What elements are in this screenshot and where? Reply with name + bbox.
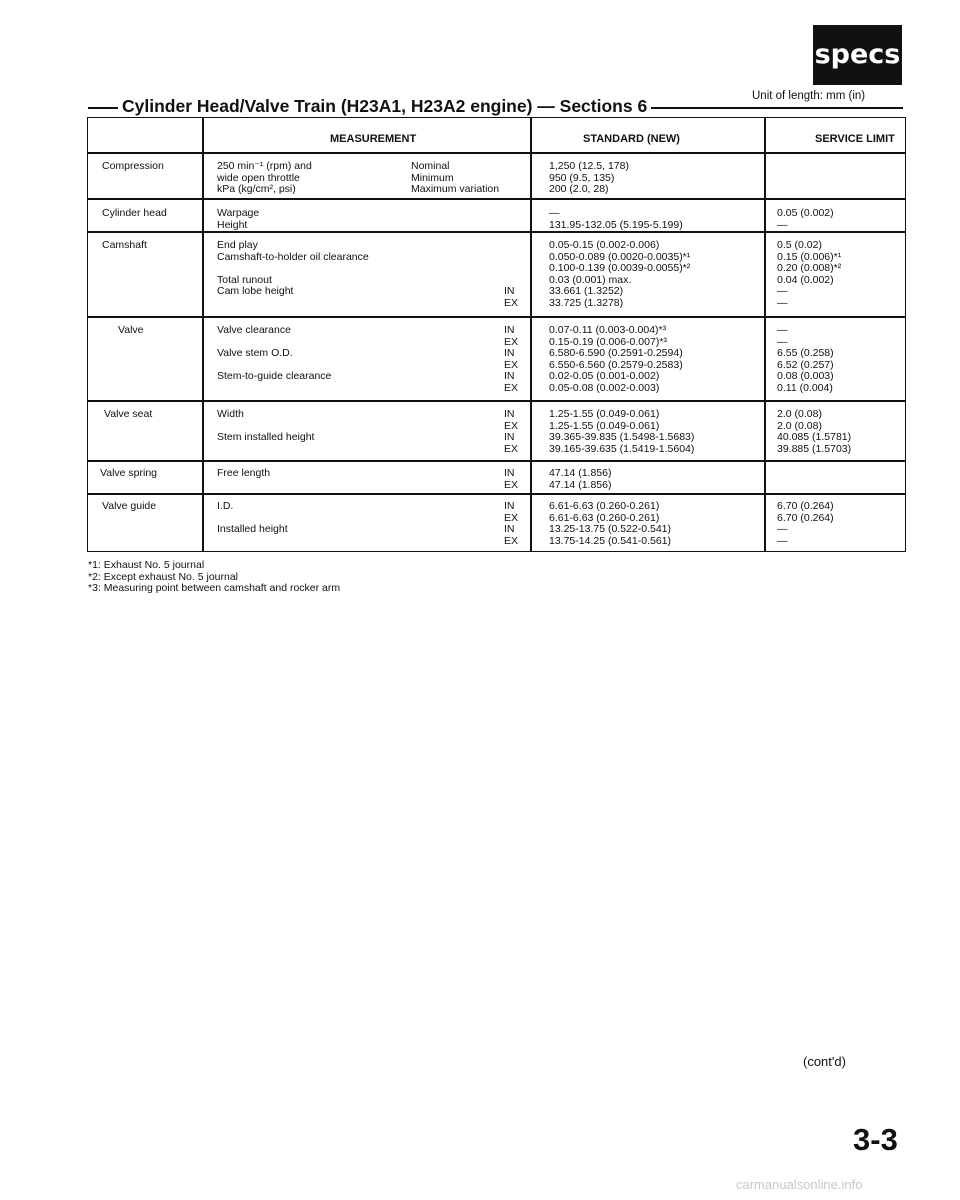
page-number: 3-3 <box>853 1122 898 1157</box>
row-divider <box>87 231 905 233</box>
row-measurement: I.D. Installed height <box>217 500 288 535</box>
row-divider <box>87 316 905 318</box>
specs-badge: specs <box>813 25 902 85</box>
row-divider <box>87 400 905 402</box>
row-item: Compression <box>102 160 164 172</box>
footnote: *3: Measuring point between camshaft and rocker arm <box>88 582 341 594</box>
row-measurement: Warpage Height <box>217 207 260 231</box>
column-divider <box>202 117 204 552</box>
row-standard: — 131.95-132.05 (5.195-5.199) <box>549 207 683 231</box>
header-standard: STANDARD (NEW) <box>583 133 680 145</box>
row-item: Valve guide <box>102 500 157 512</box>
row-side: IN EX <box>504 467 519 491</box>
source-watermark: carmanualsonline.info <box>736 1177 863 1192</box>
row-measurement: Width Stem installed height <box>217 408 315 443</box>
row-side: IN EX <box>504 285 519 309</box>
row-condition: Nominal Minimum Maximum variation <box>411 160 500 195</box>
column-divider <box>764 117 766 552</box>
footnotes <box>88 560 340 595</box>
row-service-limit: 0.5 (0.02) 0.15 (0.006)*¹ 0.20 (0.008)*² 0.04 (0.002) — — <box>777 239 842 309</box>
row-item: Valve spring <box>100 467 158 479</box>
row-item: Valve <box>118 324 144 336</box>
row-service-limit: 6.70 (0.264) 6.70 (0.264) — — <box>777 500 834 547</box>
row-divider <box>87 460 905 462</box>
row-service-limit: 2.0 (0.08) 2.0 (0.08) 40.085 (1.5781) 39.885 (1.5703) <box>777 408 852 455</box>
row-item: Valve seat <box>104 408 153 420</box>
row-standard: 47.14 (1.856) 47.14 (1.856) <box>549 467 612 491</box>
row-side: IN EX IN EX <box>504 408 519 455</box>
row-service-limit: — — 6.55 (0.258) 6.52 (0.257) 0.08 (0.003) 0.11 (0.004) <box>777 324 834 394</box>
row-divider <box>87 493 905 495</box>
header-measurement: MEASUREMENT <box>330 133 417 145</box>
row-item: Cylinder head <box>102 207 167 219</box>
row-measurement: End play Camshaft-to-holder oil clearance Total runout Cam lobe height <box>217 239 369 297</box>
row-measurement: Free length <box>217 467 271 479</box>
unit-note: Unit of length: mm (in) <box>752 90 866 102</box>
column-divider <box>530 117 532 552</box>
row-measurement: 250 min⁻¹ (rpm) and wide open throttle kPa (kg/cm², psi) <box>217 160 312 195</box>
page-title: Cylinder Head/Valve Train (H23A1, H23A2 engine) — Sections 6 <box>118 96 651 117</box>
continued-label: (cont'd) <box>803 1054 846 1069</box>
row-standard: 6.61-6.63 (0.260-0.261) 6.61-6.63 (0.260-0.261) 13.25-13.75 (0.522-0.541) 13.75-14.25 (0.541-0.561) <box>549 500 672 547</box>
row-standard: 1.25-1.55 (0.049-0.061) 1.25-1.55 (0.049-0.061) 39.365-39.835 (1.5498-1.5683) 39.165-39.635 (1.5419-1.5604) <box>549 408 695 455</box>
row-service-limit: 0.05 (0.002) — <box>777 207 834 231</box>
header-service-limit: SERVICE LIMIT <box>815 133 895 145</box>
header-divider <box>87 152 905 154</box>
footnote: *2: Except exhaust No. 5 journal <box>88 570 239 583</box>
row-divider <box>87 198 905 200</box>
row-measurement: Valve clearance Valve stem O.D. Stem-to-guide clearance <box>217 324 332 382</box>
row-item: Camshaft <box>102 239 147 251</box>
row-standard: 1,250 (12.5, 178) 950 (9.5, 135) 200 (2.0, 28) <box>549 160 629 195</box>
footnote: *1: Exhaust No. 5 journal <box>88 559 205 571</box>
row-standard: 0.05-0.15 (0.002-0.006) 0.050-0.089 (0.0020-0.0035)*¹ 0.100-0.139 (0.0039-0.0055)*² 0.03 (0.001) max. 33.661 (1.3252) 33.725 (1.3278) <box>549 239 691 309</box>
row-side: IN EX IN EX <box>504 500 519 547</box>
row-standard: 0.07-0.11 (0.003-0.004)*³ 0.15-0.19 (0.006-0.007)*³ 6.580-6.590 (0.2591-0.2594) 6.550-6.560 (0.2579-0.2583) 0.02-0.05 (0.001-0.002) 0.05-0.08 (0.002-0.003) <box>549 324 683 394</box>
row-side: IN EX IN EX IN EX <box>504 324 519 394</box>
